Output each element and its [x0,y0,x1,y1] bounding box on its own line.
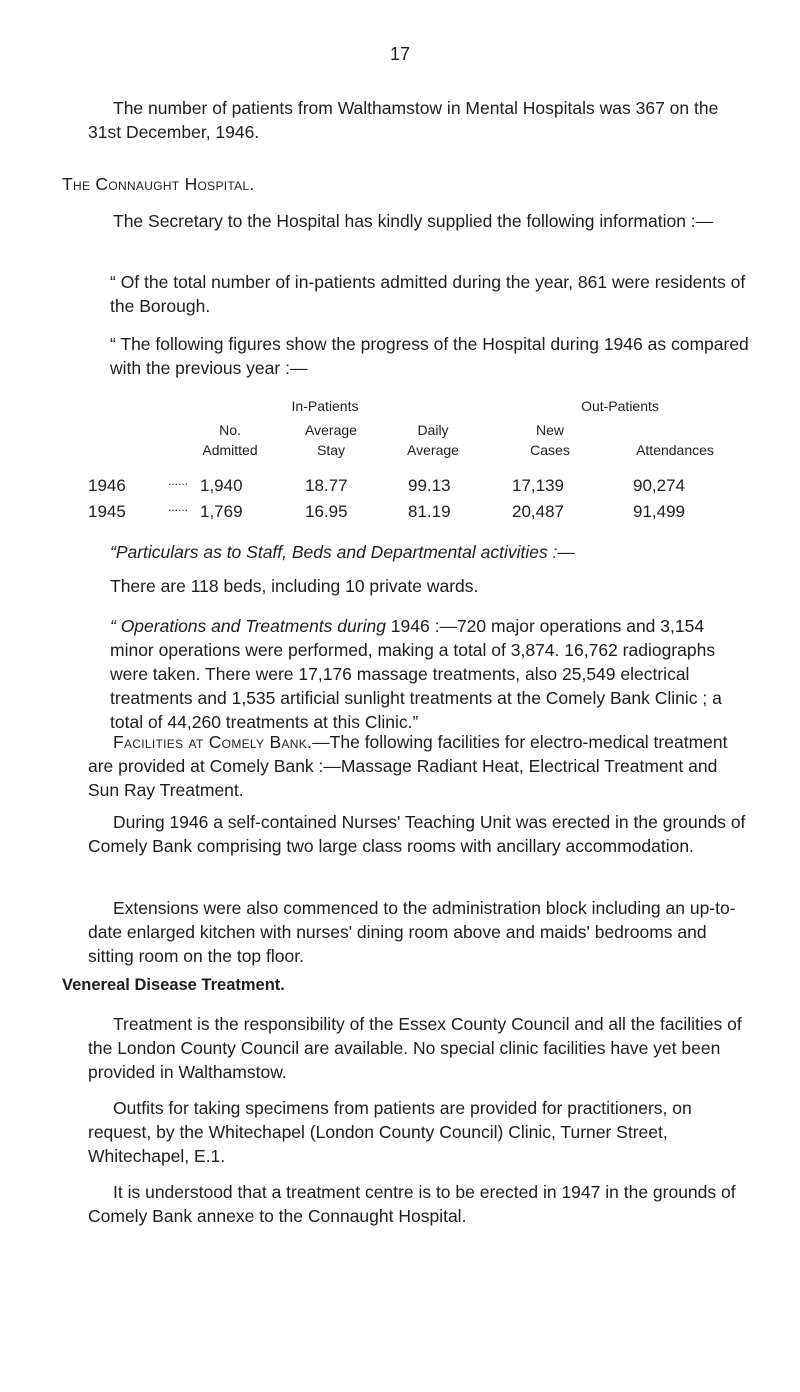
nurses-paragraph: During 1946 a self-contained Nurses' Teaching Unit was erected in the grounds of Comely Bank comprising two large class rooms with ancillary accommodation. [88,812,746,856]
operations-paragraph [110,614,750,734]
facilities-paragraph [88,730,748,802]
facilities-heading: Facilities at Comely Bank. [113,732,313,752]
row-admitted: 1,940 [200,476,243,495]
operations-text: 1946 :—720 major operations and 3,154 minor operations were performed, making a total of 3,874. 16,762 radiographs were taken. There were 17,176 massage treatments, also 25,549 electrical treatments and 1,535 artificial sunlight treatments at the Comely Bank Clinic ; a total of 44,260 treatments at this Clinic.” [110,616,722,732]
venereal-paragraph-3: It is understood that a treatment centre is to be erected in 1947 in the grounds of Comely Bank annexe to the Connaught Hospital. [88,1182,736,1226]
connaught-quote-2: “ The following figures show the progress of the Hospital during 1946 as compared with the previous year :— [110,334,749,378]
col-admitted: Admitted [202,442,258,458]
connaught-quote-1: “ Of the total number of in-patients admitted during the year, 861 were residents of the Borough. [110,272,746,316]
extensions-paragraph: Extensions were also commenced to the administration block including an up-to-date enlarged kitchen with nurses' dining room above and maids' bedrooms and sitting room on the top floor. [88,898,736,966]
row-admitted: 1,769 [200,502,243,521]
row-daily: 99.13 [408,476,451,495]
row-year: 1946 [88,476,126,495]
row-year: 1945 [88,502,126,521]
col-average: Average [305,422,357,438]
col-no: No. [219,422,241,438]
beds-paragraph: There are 118 beds, including 10 private wards. [110,576,479,596]
col-cases: Cases [530,442,570,458]
col-daily: Daily [417,422,449,438]
group-out-patients: Out-Patients [581,398,659,414]
venereal-heading: Venereal Disease Treatment. [62,976,285,994]
row-stay: 18.77 [305,476,348,495]
row-attendances: 91,499 [633,502,685,521]
connaught-paragraph: The Secretary to the Hospital has kindly supplied the following information :— [113,211,714,231]
venereal-paragraph-1: Treatment is the responsibility of the Essex County Council and all the facilities of the London County Council are available. No special clinic facilities have yet been provided in Walthamstow. [88,1014,742,1082]
page-number: 17 [389,44,411,64]
row-attendances: 90,274 [633,476,685,495]
row-new-cases: 20,487 [512,502,564,521]
group-in-patients: In-Patients [291,398,359,414]
row-stay: 16.95 [305,502,348,521]
venereal-paragraph-2: Outfits for taking specimens from patients are provided for practitioners, on request, by the Whitechapel (London County Council) Clinic, Turner Street, Whitechapel, E.1. [88,1098,692,1166]
col-daily-average: Average [407,442,459,458]
operations-heading: “ Operations and Treatments during [110,616,386,636]
row-dots: ...... [168,500,189,514]
intro-paragraph: The number of patients from Walthamstow in Mental Hospitals was 367 on the 31st December, 1946. [88,98,719,142]
staff-heading: “Particulars as to Staff, Beds and Departmental activities :— [110,542,575,562]
row-new-cases: 17,139 [512,476,564,495]
facilities-text: —The following facilities for electro-medical treatment are provided at Comely Bank :—Massage Radiant Heat, Electrical Treatment and Sun Ray Treatment. [88,732,728,800]
connaught-heading: The Connaught Hospital. [62,174,255,194]
row-daily: 81.19 [408,502,451,521]
row-dots: ...... [168,474,189,488]
col-stay: Stay [316,442,345,458]
col-new: New [535,422,564,438]
col-attendances: Attendances [636,442,714,458]
